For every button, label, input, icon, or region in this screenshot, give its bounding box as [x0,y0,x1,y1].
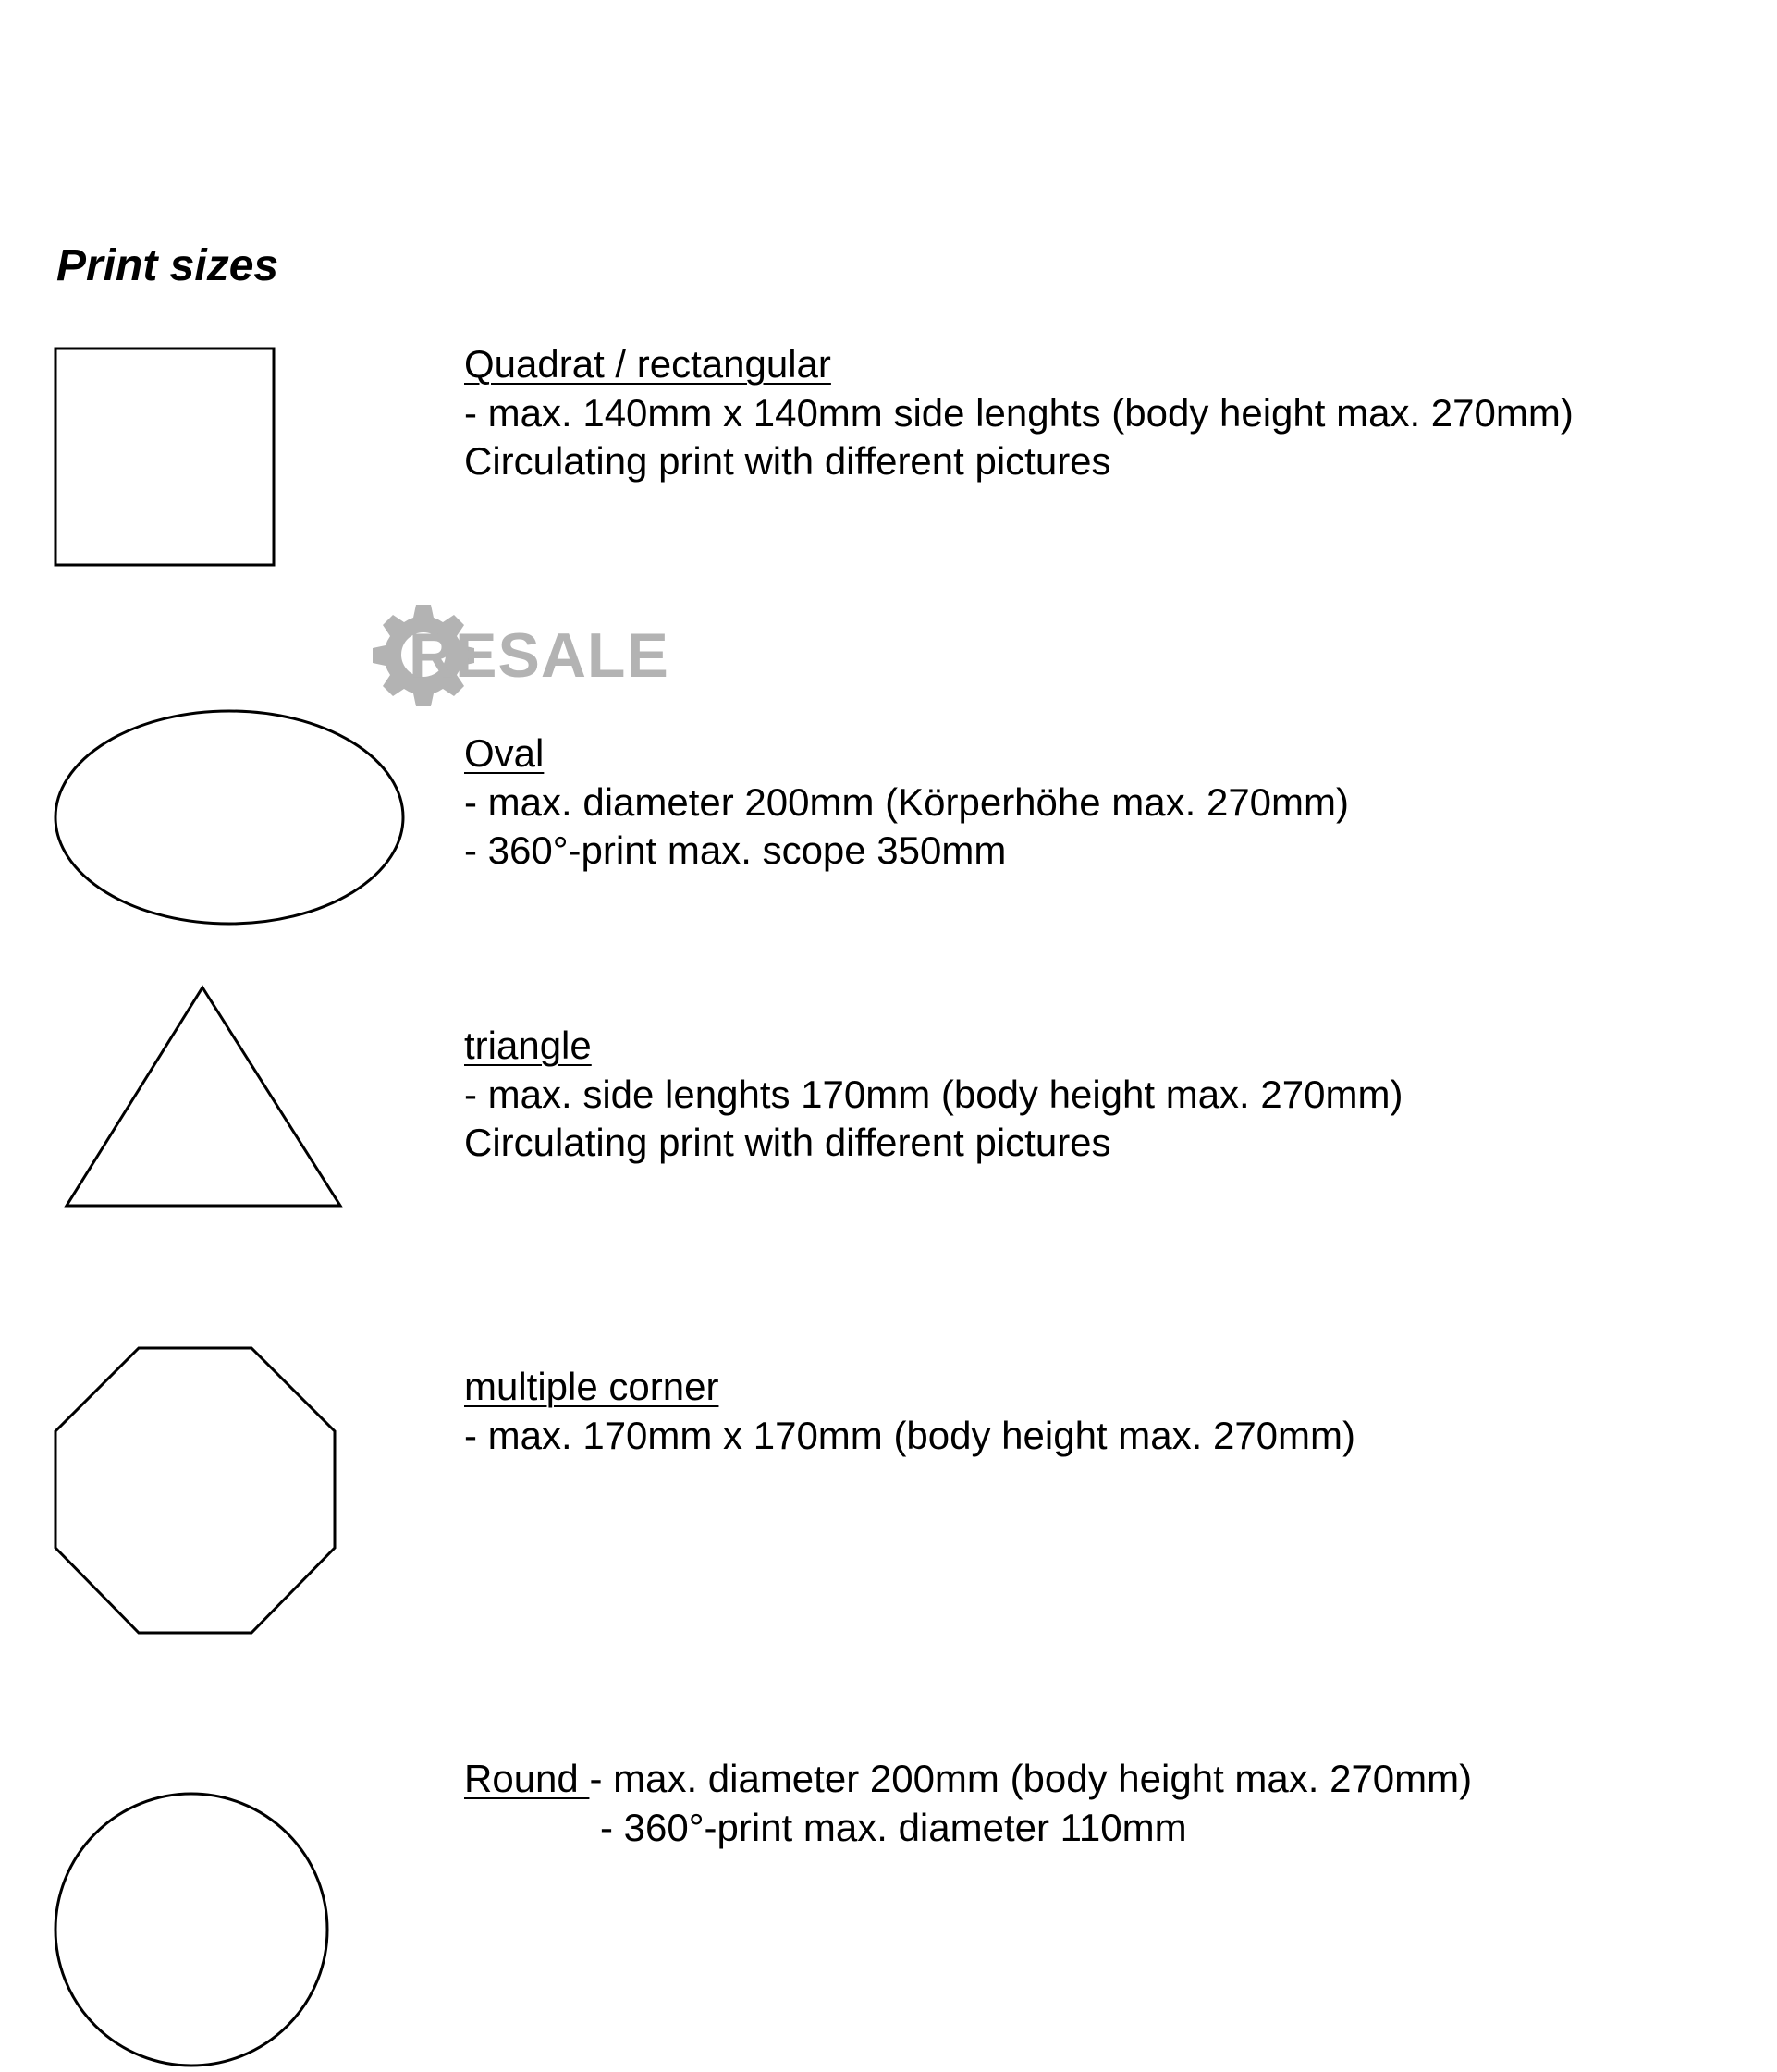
section-line: - max. diameter 200mm (body height max. 270mm) [589,1757,1473,1800]
octagon-shape [54,1346,338,1635]
section-heading: Quadrat / rectangular [464,342,831,386]
section-line: - max. diameter 200mm (Körperhöhe max. 270mm) [464,779,1349,824]
section-line: Circulating print with different pictures [464,1121,1111,1164]
oval-shape [54,710,407,928]
watermark-text: RESALE [409,620,669,691]
square-shape [54,347,279,569]
section-square [464,340,1574,486]
section-triangle [464,1022,1403,1168]
triangle-shape [63,984,344,1209]
section-heading: Round [464,1757,590,1800]
circle-shape [54,1791,333,2070]
section-line: - 360°-print max. diameter 110mm [600,1805,1187,1849]
section-line: - 360°-print max. scope 350mm [464,828,1007,872]
section-line: - max. side lenghts 170mm (body height max. 270mm) [464,1072,1403,1116]
section-line: Circulating print with different pictures [464,439,1111,483]
section-heading: multiple corner [464,1365,719,1408]
section-round [464,1755,1472,1852]
section-multiple-corner [464,1363,1355,1460]
resale-watermark-logo [379,599,712,710]
section-line: - max. 140mm x 140mm side lenghts (body height max. 270mm) [464,390,1574,435]
section-heading: Oval [464,731,545,775]
section-heading: triangle [464,1024,592,1067]
section-oval [464,729,1349,876]
page-title: Print sizes [56,241,279,290]
section-line: - max. 170mm x 170mm (body height max. 270mm) [464,1413,1355,1457]
